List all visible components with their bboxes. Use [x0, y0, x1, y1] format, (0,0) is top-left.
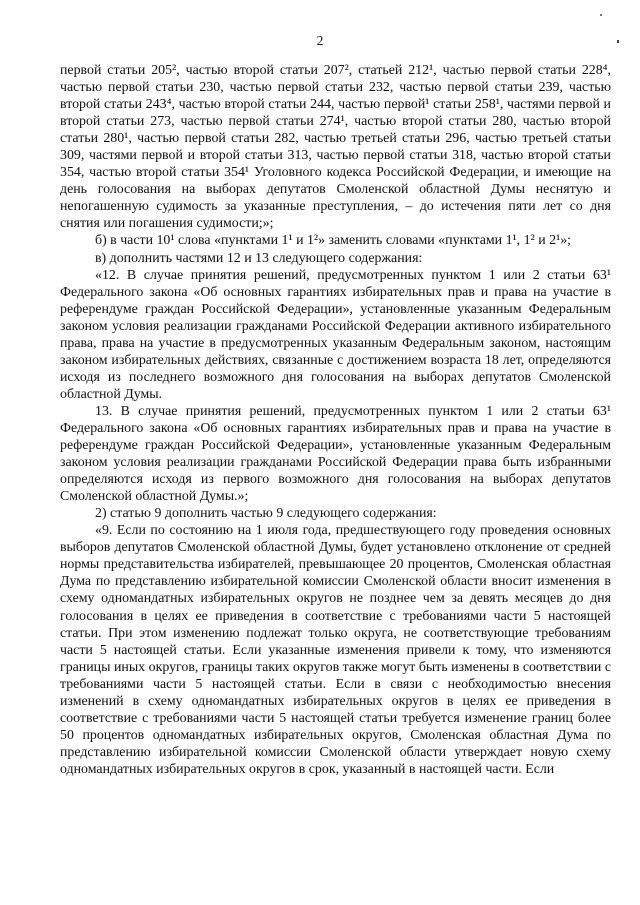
paragraph: «12. В случае принятия решений, предусмотренных пунктом 1 или 2 статьи 63¹ Федерального закона «Об основных гарантиях избирательных прав и права на участие в референдуме граждан Российской Федерации», установленные указанным Федеральным законом условия реализации гражданами Российской Федерации активного избирательного права, права на участие в предусмотренных указанным Федеральным законом, настоящим законом избирательных действиях, связанные с достижением возраста 18 лет, определяются исходя из последнего возможного дня голосования на выборах депутатов Смоленской областной Думы. [60, 267, 611, 402]
paragraph: б) в части 10¹ слова «пунктами 1¹ и 1²» заменить словами «пунктами 1¹, 1² и 2¹»; [95, 233, 572, 249]
page-number: 2 [316, 33, 324, 48]
paragraph: «9. Если по состоянию на 1 июля года, предшествующего году проведения основных выборов депутатов Смоленской областной Думы, будет установлено отклонение от средней нормы представительства избирателей, превышающее 20 процентов, Смоленская областная Дума по представлению избирательной комиссии Смоленской области вносит изменения в схему одномандатных избирательных округов не позднее чем за девять месяцев до дня голосования в целях ее приведения в соответствие с требованиями части 5 настоящей статьи. При этом изменению подлежат только округа, не соответствующие требованиям части 5 настоящей статьи. Если указанные изменения привели к тому, что изменяются границы иных округов, границы таких округов также могут быть изменены в соответствии с требованиями части 5 настоящей статьи. Если в связи с необходимостью внесения изменений в схему одномандатных избирательных округов в целях ее приведения в соответствие с требованиями части 5 настоящей статьи требуется изменение границ более 50 процентов одномандатных избирательных округов, Смоленская областная Дума по представлению избирательной комиссии Смоленской области утверждает новую схему одномандатных избирательных округов в срок, указанный в настоящей части. Если [60, 523, 611, 777]
scan-speck [600, 14, 602, 16]
paragraph: первой статьи 205², частью второй статьи 207², статьей 212¹, частью первой статьи 228⁴, частью первой статьи 230, частью первой статьи 232, частью первой статьи 239, частью второй статьи 243⁴, частью второй статьи 244, частью первой¹ статьи 258¹, частями первой и второй статьи 273, частью первой статьи 274¹, частью второй статьи 280, частью второй статьи 280¹, частью первой статьи 282, частью третьей статьи 296, частью третьей статьи 309, частями первой и второй статьи 313, частью первой статьи 318, частью второй статьи 354, частью второй статьи 354¹ Уголовного кодекса Российской Федерации, и имеющие на день голосования на выборах депутатов Смоленской областной Думы неснятую и непогашенную судимость за указанные преступления, – до истечения пяти лет со дня снятия или погашения судимости;»; [60, 63, 611, 232]
paragraph: в) дополнить частями 12 и 13 следующего содержания: [95, 250, 423, 266]
document-body [60, 62, 611, 778]
paragraph: 13. В случае принятия решений, предусмотренных пунктом 1 или 2 статьи 63¹ Федерального закона «Об основных гарантиях избирательных прав и права на участие в референдуме граждан Российской Федерации», установленные указанным Федеральным законом условия реализации гражданами Российской Федерации права быть избранными определяются исходя из первого возможного дня голосования на выборах депутатов Смоленской областной Думы.»; [60, 403, 611, 505]
paragraph: 2) статью 9 дополнить частью 9 следующего содержания: [95, 506, 437, 522]
